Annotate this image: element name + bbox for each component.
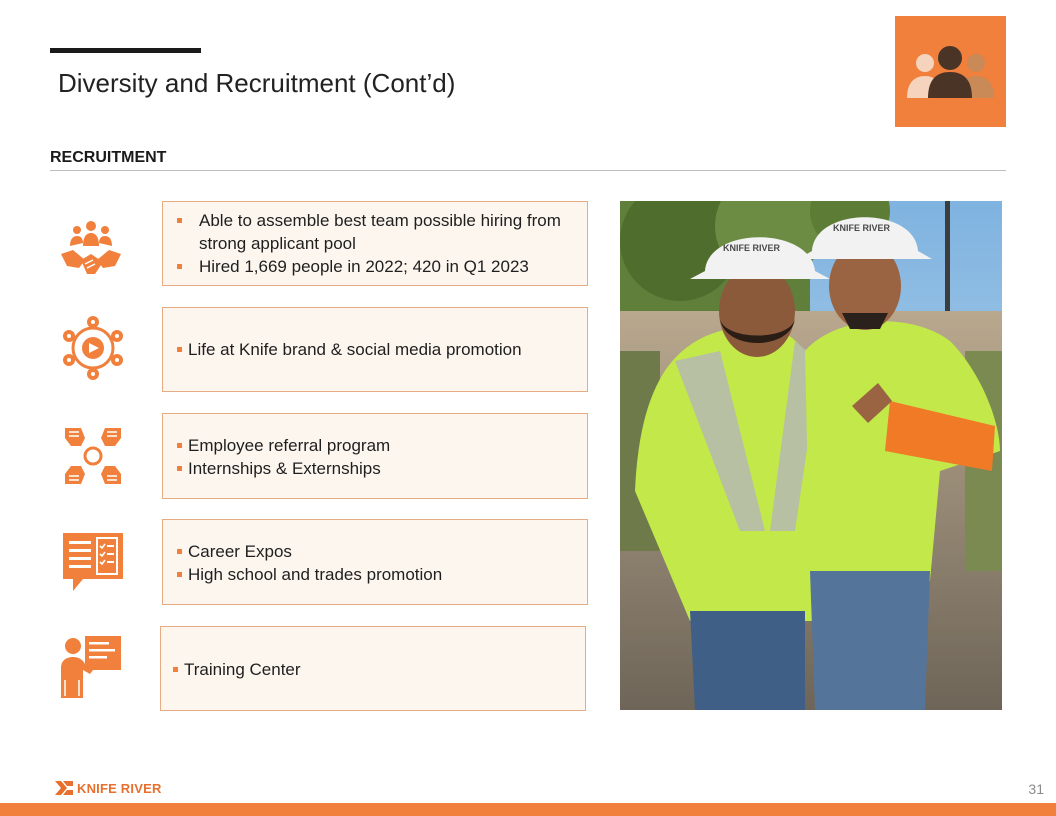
page-number: 31 [1028,781,1044,797]
recruitment-card-5 [160,626,586,711]
workers-photo [620,201,1002,710]
bullet-item: Able to assemble best team possible hiring from strong applicant pool [173,209,577,255]
presenter-board-icon [59,634,123,698]
footer-accent-band [0,803,1056,816]
section-divider [50,170,1006,171]
company-logo [55,779,162,797]
recruitment-card-4 [162,519,588,605]
recruitment-card-2 [162,307,588,392]
bullet-list [173,540,577,586]
bullet-item: Hired 1,669 people in 2022; 420 in Q1 2023 [173,255,577,278]
helmet-logo-left: KNIFE RIVER [723,243,781,253]
recruitment-card-3 [162,413,588,499]
people-group-icon [895,16,1006,127]
people-group-badge [895,16,1006,127]
bullet-list [173,209,577,278]
bullet-item: High school and trades promotion [173,563,577,586]
bullet-item: Training Center [169,658,575,681]
bullet-item: Career Expos [173,540,577,563]
helmet-logo-right: KNIFE RIVER [833,223,891,233]
social-network-icon [61,316,125,380]
bullet-list [169,658,575,681]
title-accent-bar [50,48,201,53]
section-label: RECRUITMENT [50,149,167,166]
bullet-item: Internships & Externships [173,457,577,480]
bullet-list [173,434,577,480]
bullet-item: Life at Knife brand & social media promotion [173,338,577,361]
logo-text: KNIFE RIVER [77,780,162,796]
bullet-list [173,338,577,361]
knife-river-logo-icon [55,781,73,795]
bullet-item: Employee referral program [173,434,577,457]
hands-circle-icon [61,424,125,488]
recruitment-card-1 [162,201,588,286]
checklist-chat-icon [61,529,125,593]
handshake-team-icon [59,216,123,280]
slide-title: Diversity and Recruitment (Cont’d) [58,68,456,98]
